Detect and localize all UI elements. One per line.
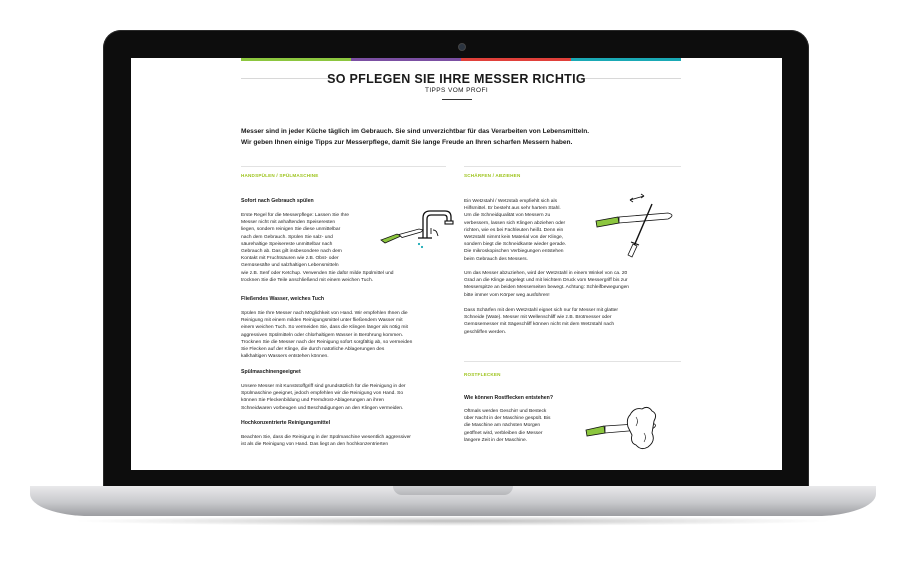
paragraph-hochkonzentrierte: Beachten Sie, dass die Reinigung in der Spülmaschine wesentlich aggressiver ist als die Reinigung von Hand. Das liegt an den hochkonzentrierten	[241, 435, 411, 448]
faucet-knife-icon	[381, 208, 461, 258]
sharpening-steel-icon	[596, 198, 681, 258]
paragraph-glatte-schneide: Dass Schärfen mit dem Wetzstahl eignet sich nur für Messer mit glatter Schneide (Wate). Messer mit Wellenschliff wie z.B. Brotmesser oder Gemüsemesser mit Sägeschliff können nicht mit dem Wetzstahl nach geschliffen werden.	[464, 308, 619, 335]
heading-sofort: Sofort nach Gebrauch spülen	[241, 198, 314, 204]
paragraph-sofort: Erste Regel für die Messerpflege: Lassen Sie Ihre Messer nicht mit anhaftenden Speiseresten liegen, sondern reinigen Sie diese unmittelbar nach dem Gebrauch. Spülen Sie salz- und säurehaltige Speisereste unmittelbar nach Gebrauch ab. Das gilt insbesondere nach dem Kontakt mit Fruchtsäuren wie z.B. Obst- oder Gemüsesäfte und salzhaltigen Lebensmitteln wie z.B. Senf oder Ketchup. Verwenden Sie dafür milde Spülmittel und trocknen Sie die Teile anschließend mit einem weichen Tuch.	[241, 213, 394, 283]
color-bar-teal	[571, 58, 681, 61]
page-title: SO PFLEGEN SIE IHRE MESSER RICHTIG	[327, 72, 586, 86]
intro-line: Messer sind in jeder Küche täglich im Gebrauch. Sie sind unverzichtbar für das Verarbeiten von Lebensmitteln.	[241, 128, 590, 135]
cloth-knife-icon	[586, 403, 671, 458]
section-divider	[464, 166, 681, 167]
section-divider	[241, 166, 446, 167]
paragraph-wetzstahl: Ein Wetzstahl / Wetzstab empfiehlt sich als Hilfsmittel. Er besteht aus sehr hartem Stahl. Um die Schneidqualität von Messern zu verbessern, lassen sich Klingen abziehen oder richten, wie es bei Fachleuten heißt. Denn ein Wetzstahl nimmt kein Material von der Klinge, sondern biegt die Schneidkante wieder gerade. Die mikroskopischen Verbiegungen entstehen beim Gebrauch des Messers.	[464, 199, 567, 262]
section-divider	[464, 361, 681, 362]
intro-line: Wir geben Ihnen einige Tipps zur Messerpflege, damit Sie lange Freude an Ihren scharfen Messern haben.	[241, 139, 573, 146]
subtitle-rule	[442, 99, 472, 100]
screen	[131, 58, 782, 470]
section-label-handspuelen: HANDSPÜLEN / SPÜLMASCHINE	[241, 173, 319, 178]
color-bar-green	[241, 58, 351, 61]
section-label-schaerfen: SCHÄRFEN / ABZIEHEN	[464, 173, 521, 178]
heading-spuelmaschinengeeignet: Spülmaschinengeeignet	[241, 369, 301, 375]
intro-text	[241, 126, 681, 148]
paragraph-spuelmaschinengeeignet: Unsere Messer mit Kunststoffgriff sind grundsätzlich für die Reinigung in der Spülmaschine geeignet, jedoch empfehlen wir die Reinigung von Hand. So können Sie Fleckenbildung und Fremdrost-Ablagerungen an ihren Schneidwaren vorbeugen und Beschädigungen an den Klingen vermeiden.	[241, 384, 406, 411]
paragraph-abziehen: Um das Messer abzuziehen, wird der Wetzstahl in einem Winkel von ca. 20 Grad an die Klinge angelegt und mit leichtem Druck vom Messergriff bis zur Messerspitze an beiden Messerseiten bewegt. Achtung: Schleifbewegungen bitte immer vom Körper weg ausführen!	[464, 271, 630, 298]
laptop-shadow	[70, 516, 836, 526]
webcam-icon	[458, 43, 466, 51]
section-label-rostflecken: ROSTFLECKEN	[464, 372, 501, 377]
color-bar-purple	[351, 58, 461, 61]
page-subtitle: TIPPS VOM PROFI	[424, 87, 489, 94]
laptop-base-notch	[393, 486, 513, 495]
heading-hochkonzentrierte: Hochkonzentrierte Reinigungsmittel	[241, 420, 331, 426]
color-bar-red	[461, 58, 571, 61]
heading-rostflecken: Wie können Rostflecken entstehen?	[464, 395, 554, 401]
paragraph-fliessendes-wasser: Spülen Sie Ihre Messer nach Möglichkeit von Hand. Wir empfehlen Ihnen die Reinigung mit einem milden Reinigungsmittel unter fließendem Wasser mit einem weichen Tuch. So vermeiden Sie, dass die Klingen länger als nötig mit aggressiven Spülmitteln oder chlorhaltigem Wasser in Berührung kommen. Trocknen Sie die Messer nach der Reinigung sofort sorgfältig ab, so vermeiden Sie Flecken auf der Klinge, die durch natürliche Ablagerungen des kalkhaltigen Wassers entstehen können.	[241, 311, 413, 360]
heading-fliessendes-wasser: Fließendes Wasser, weiches Tuch	[241, 296, 325, 302]
paragraph-rostflecken: Oftmals werden Geschirr und Besteck über Nacht in der Maschine gespült. Bis die Maschine am nächsten Morgen geöffnet wird, verbleiben die Messer längere Zeit in der Maschine.	[464, 409, 551, 443]
